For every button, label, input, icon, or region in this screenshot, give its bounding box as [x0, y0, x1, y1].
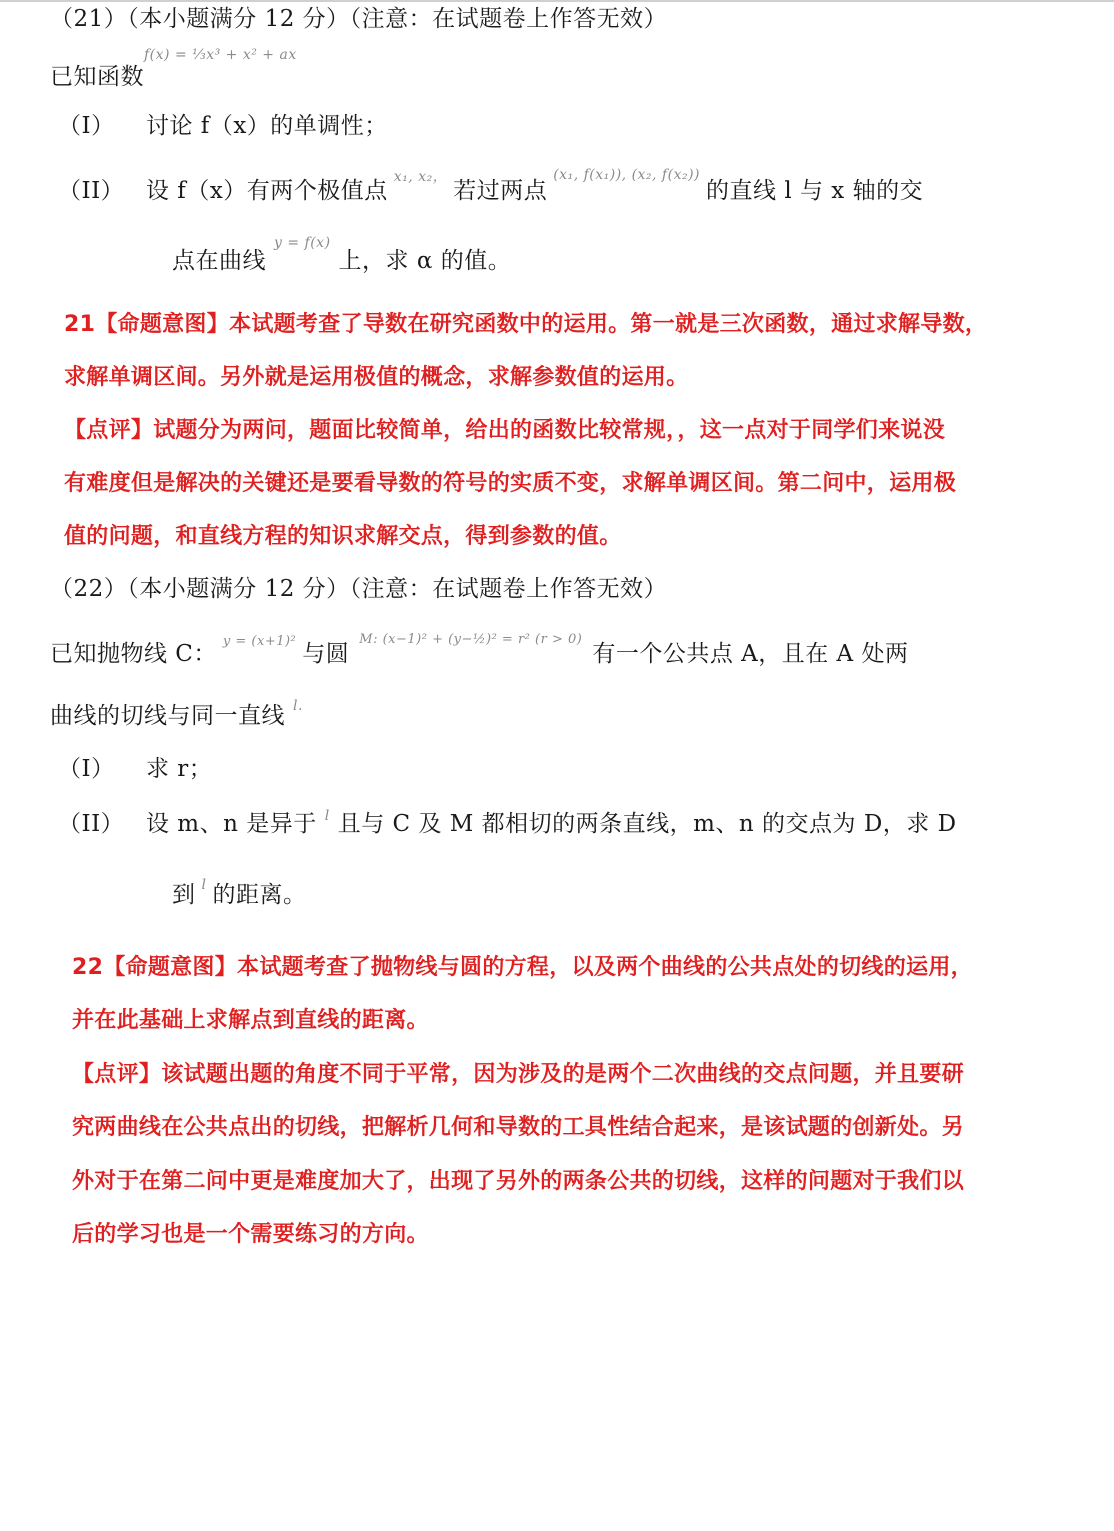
q21-given-prefix: 已知函数 — [50, 64, 144, 90]
q21-part2-line1 — [146, 167, 924, 204]
q22-review-line3: 外对于在第二问中更是难度加大了，出现了另外的两条公共的切线，这样的问题对于我们以 — [72, 1169, 965, 1194]
q22-review-line2: 究两曲线在公共点出的切线，把解析几何和导数的工具性结合起来，是该试题的创新处。另 — [72, 1115, 965, 1140]
q21-intent-line2: 求解单调区间。另外就是运用极值的概念，求解参数值的运用。 — [64, 365, 689, 390]
q22-given-c: 有一个公共点 A，且在 A 处两 — [592, 641, 909, 667]
q22-part2-text-b: 且与 C 及 M 都相切的两条直线，m、n 的交点为 D，求 D — [337, 811, 957, 837]
q22-formula-l: l. — [293, 698, 303, 714]
q21-part2-line2-a: 点在曲线 — [172, 248, 266, 274]
q21-header: （21）（本小题满分 12 分）（注意：在试题卷上作答无效） — [50, 6, 668, 32]
q22-formula-l3: l — [201, 877, 207, 893]
q21-part2-formula-b: (x₁, f(x₁)), (x₂, f(x₂)) — [553, 167, 701, 183]
q21-part1-label: （I） — [58, 113, 115, 139]
q21-given-formula: f(x) = ⅓x³ + x² + ax — [144, 47, 297, 63]
q22-part1-label: （I） — [58, 756, 115, 782]
q22-given-line2-text: 曲线的切线与同一直线 — [50, 703, 285, 729]
q21-part2-text-c: 的直线 l 与 x 轴的交 — [706, 178, 924, 204]
q21-review-line2: 有难度但是解决的关键还是要看导数的符号的实质不变，求解单调区间。第二问中，运用极 — [64, 471, 957, 496]
q21-part2-formula-a: x₁, x₂， — [393, 169, 448, 185]
q22-given-line2 — [50, 698, 303, 729]
q21-part1-text: 讨论 f（x）的单调性； — [146, 113, 388, 139]
q22-part2-line2-b: 的距离。 — [212, 882, 307, 908]
q22-part2-text-a: 设 m、n 是异于 — [146, 811, 317, 837]
q21-given — [50, 47, 297, 90]
q22-given-a: 已知抛物线 C： — [50, 641, 217, 667]
q22-part2-line2 — [172, 877, 307, 908]
q22-part1-text: 求 r； — [146, 756, 213, 782]
q22-formula-b: M: (x−1)² + (y−½)² = r² (r > 0) — [359, 632, 583, 647]
q22-part2-line2-a: 到 — [172, 882, 196, 908]
q22-review-line1: 【点评】该试题出题的角度不同于平常，因为涉及的是两个二次曲线的交点问题，并且要研 — [72, 1062, 965, 1087]
top-rule — [0, 0, 1114, 2]
q21-part2-text-a: 设 f（x）有两个极值点 — [146, 178, 388, 204]
q22-given-line1 — [50, 632, 909, 667]
q22-part2-label: （II） — [58, 811, 125, 837]
q21-intent-line1: 21【命题意图】本试题考查了导数在研究函数中的运用。第一就是三次函数，通过求解导数， — [64, 312, 988, 337]
q21-part2-line2-b: 上，求 α 的值。 — [338, 248, 512, 274]
q22-formula-l2: l — [324, 808, 330, 824]
q22-given-b: 与圆 — [302, 641, 350, 667]
q22-formula-a: y = (x+1)² — [222, 634, 297, 649]
q22-review-line4: 后的学习也是一个需要练习的方向。 — [72, 1222, 429, 1247]
q21-part2-formula-c: y = f(x) — [274, 235, 331, 251]
q22-part2-line1 — [146, 808, 957, 837]
q21-part2-text-b: 若过两点 — [453, 178, 548, 204]
q21-part2-label: （II） — [58, 178, 125, 204]
q21-part2-line2 — [172, 235, 512, 274]
q21-review-line3: 值的问题，和直线方程的知识求解交点，得到参数的值。 — [64, 524, 622, 549]
q22-intent-line2: 并在此基础上求解点到直线的距离。 — [72, 1008, 429, 1033]
q21-review-line1: 【点评】试题分为两问，题面比较简单，给出的函数比较常规，，这一点对于同学们来说没 — [64, 418, 946, 443]
q22-header: （22）（本小题满分 12 分）（注意：在试题卷上作答无效） — [50, 576, 668, 602]
q22-intent-line1: 22【命题意图】本试题考查了抛物线与圆的方程，以及两个曲线的公共点处的切线的运用， — [72, 955, 973, 980]
